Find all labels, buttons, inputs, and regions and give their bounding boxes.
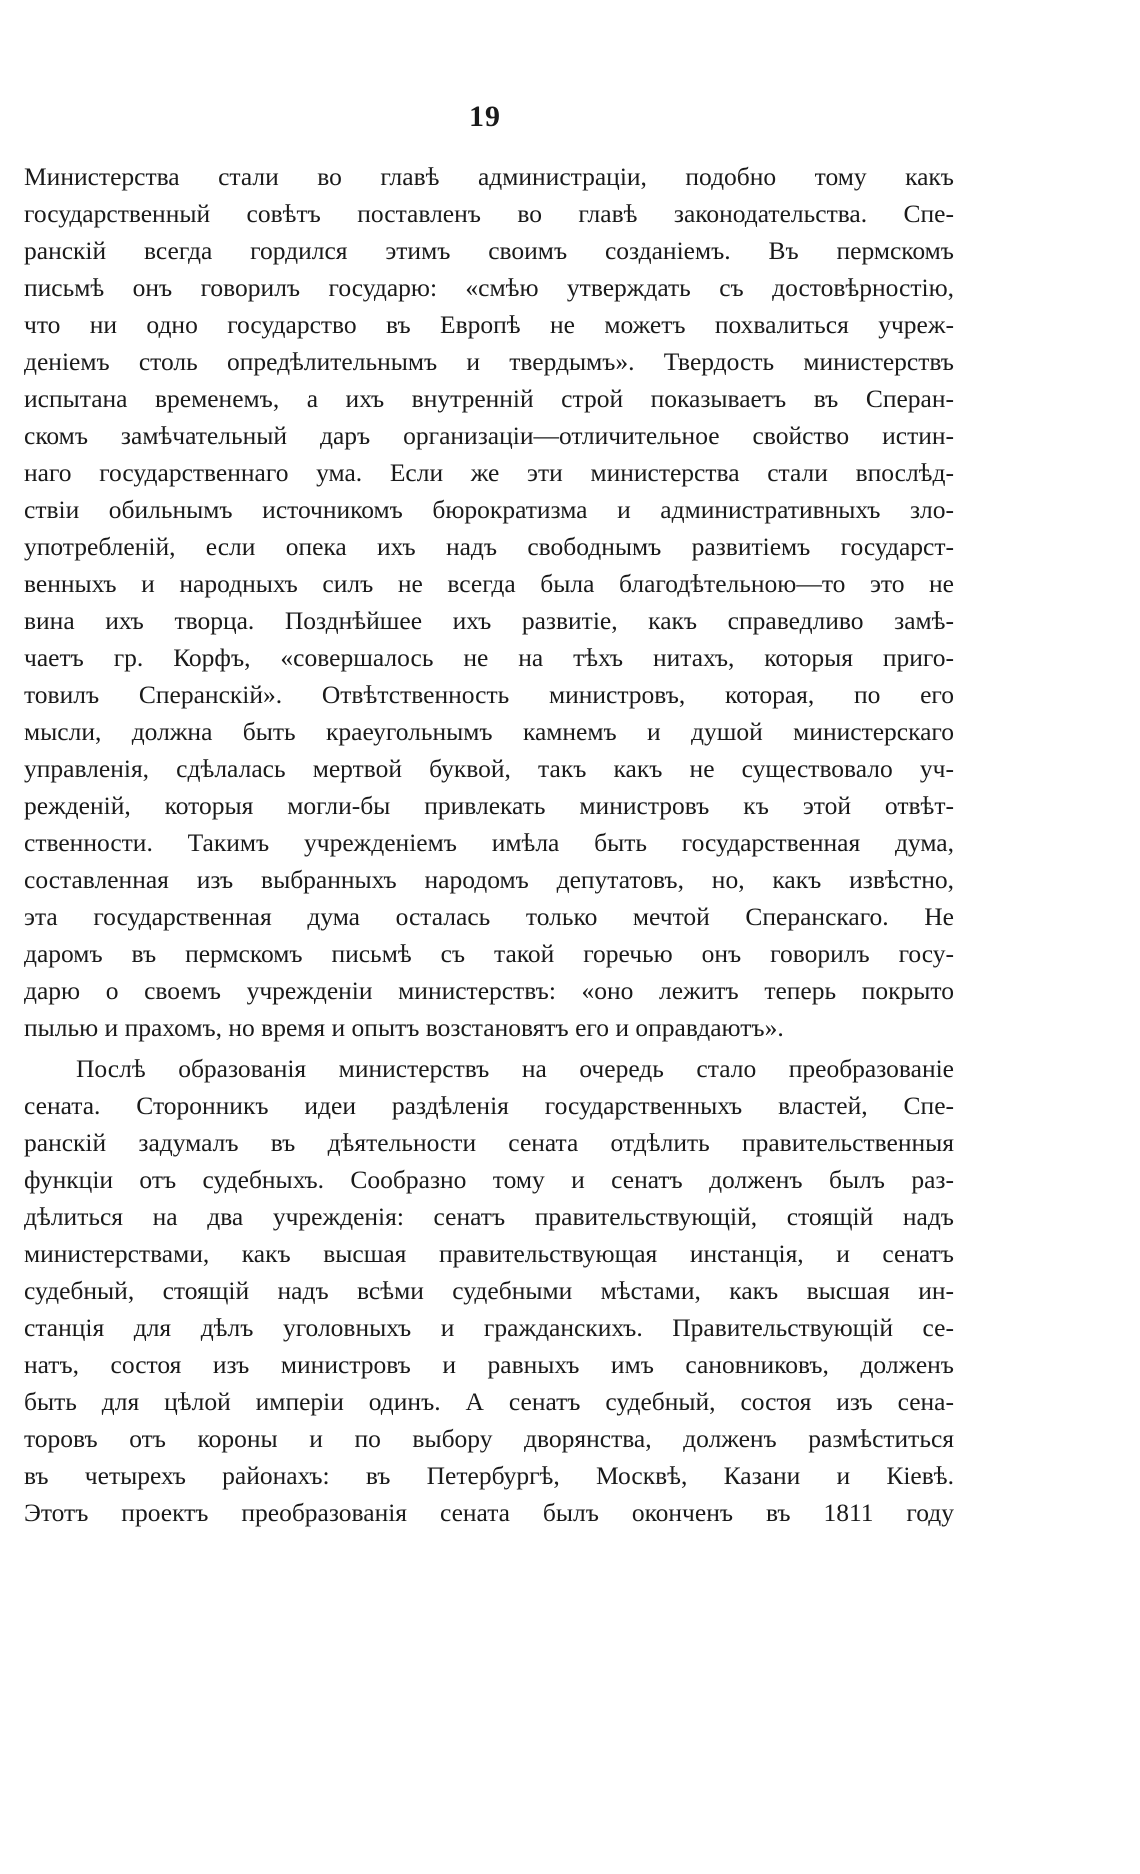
text-line: Этотъ проектъ преобразованія сената былъ оконченъ въ 1811 году — [24, 1498, 954, 1527]
text-line: употребленій, если опека ихъ надъ свободнымъ развитіемъ государст- — [24, 532, 954, 561]
text-line: ствіи обильнымъ источникомъ бюрократизма и административныхъ зло- — [24, 495, 954, 524]
text-line: товилъ Сперанскій». Отвѣтственность министровъ, которая, по его — [24, 680, 954, 709]
text-line: судебный, стоящій надъ всѣми судебными мѣстами, какъ высшая ин- — [24, 1276, 954, 1305]
text-line: чаетъ гр. Корфъ, «совершалось не на тѣхъ нитахъ, которыя приго- — [24, 643, 954, 672]
text-line: что ни одно государство въ Европѣ не можетъ похвалиться учреж- — [24, 310, 954, 339]
text-line: сената. Сторонникъ идеи раздѣленія государственныхъ властей, Спе- — [24, 1091, 954, 1120]
text-line: деніемъ столь опредѣлительнымъ и твердымъ». Твердость министерствъ — [24, 347, 954, 376]
text-line: ранскій задумалъ въ дѣятельности сената отдѣлить правительственныя — [24, 1128, 954, 1157]
text-line: испытана временемъ, а ихъ внутренній строй показываетъ въ Сперан- — [24, 384, 954, 413]
text-line: управленія, сдѣлалась мертвой буквой, такъ какъ не существовало уч- — [24, 754, 954, 783]
text-line: министерствами, какъ высшая правительствующая инстанція, и сенатъ — [24, 1239, 954, 1268]
paragraph — [24, 1050, 954, 1531]
text-line: дѣлиться на два учрежденія: сенатъ правительствующій, стоящій надъ — [24, 1202, 954, 1231]
text-line: наго государственнаго ума. Если же эти министерства стали впослѣд- — [24, 458, 954, 487]
text-line: дарю о своемъ учрежденіи министерствъ: «оно лежитъ теперь покрыто — [24, 976, 954, 1005]
text-line: торовъ отъ короны и по выбору дворянства, долженъ размѣститься — [24, 1424, 954, 1453]
text-line: станція для дѣлъ уголовныхъ и гражданскихъ. Правительствующій се- — [24, 1313, 954, 1342]
text-line: ственности. Такимъ учрежденіемъ имѣла быть государственная дума, — [24, 828, 954, 857]
text-line: венныхъ и народныхъ силъ не всегда была благодѣтельною—то это не — [24, 569, 954, 598]
text-line: письмѣ онъ говорилъ государю: «смѣю утверждать съ достовѣрностію, — [24, 273, 954, 302]
text-line: натъ, состоя изъ министровъ и равныхъ имъ сановниковъ, долженъ — [24, 1350, 954, 1379]
text-line: составленная изъ выбранныхъ народомъ депутатовъ, но, какъ извѣстно, — [24, 865, 954, 894]
text-line: быть для цѣлой имперіи одинъ. А сенатъ судебный, состоя изъ сена- — [24, 1387, 954, 1416]
text-line: мысли, должна быть краеугольнымъ камнемъ и душой министерскаго — [24, 717, 954, 746]
text-line: функціи отъ судебныхъ. Сообразно тому и сенатъ долженъ былъ раз- — [24, 1165, 954, 1194]
text-line: Министерства стали во главѣ администраціи, подобно тому какъ — [24, 162, 954, 191]
text-line: скомъ замѣчательный даръ организаціи—отличительное свойство истин- — [24, 421, 954, 450]
text-line: даромъ въ пермскомъ письмѣ съ такой горечью онъ говорилъ госу- — [24, 939, 954, 968]
paragraph — [24, 158, 954, 1046]
text-line: пылью и прахомъ, но время и опытъ возстановятъ его и оправдаютъ». — [24, 1013, 784, 1042]
text-line: ранскій всегда гордился этимъ своимъ созданіемъ. Въ пермскомъ — [24, 236, 954, 265]
text-line: въ четырехъ районахъ: въ Петербургѣ, Москвѣ, Казани и Кіевѣ. — [24, 1461, 954, 1490]
text-line: эта государственная дума осталась только мечтой Сперанскаго. Не — [24, 902, 954, 931]
text-line: Послѣ образованія министерствъ на очередь стало преобразованіе — [76, 1054, 954, 1083]
text-line: государственный совѣтъ поставленъ во главѣ законодательства. Спе- — [24, 199, 954, 228]
text-line: режденій, которыя могли-бы привлекать министровъ къ этой отвѣт- — [24, 791, 954, 820]
text-line: вина ихъ творца. Позднѣйшее ихъ развитіе, какъ справедливо замѣ- — [24, 606, 954, 635]
body-text — [24, 158, 954, 1531]
page-number: 19 — [469, 100, 501, 133]
